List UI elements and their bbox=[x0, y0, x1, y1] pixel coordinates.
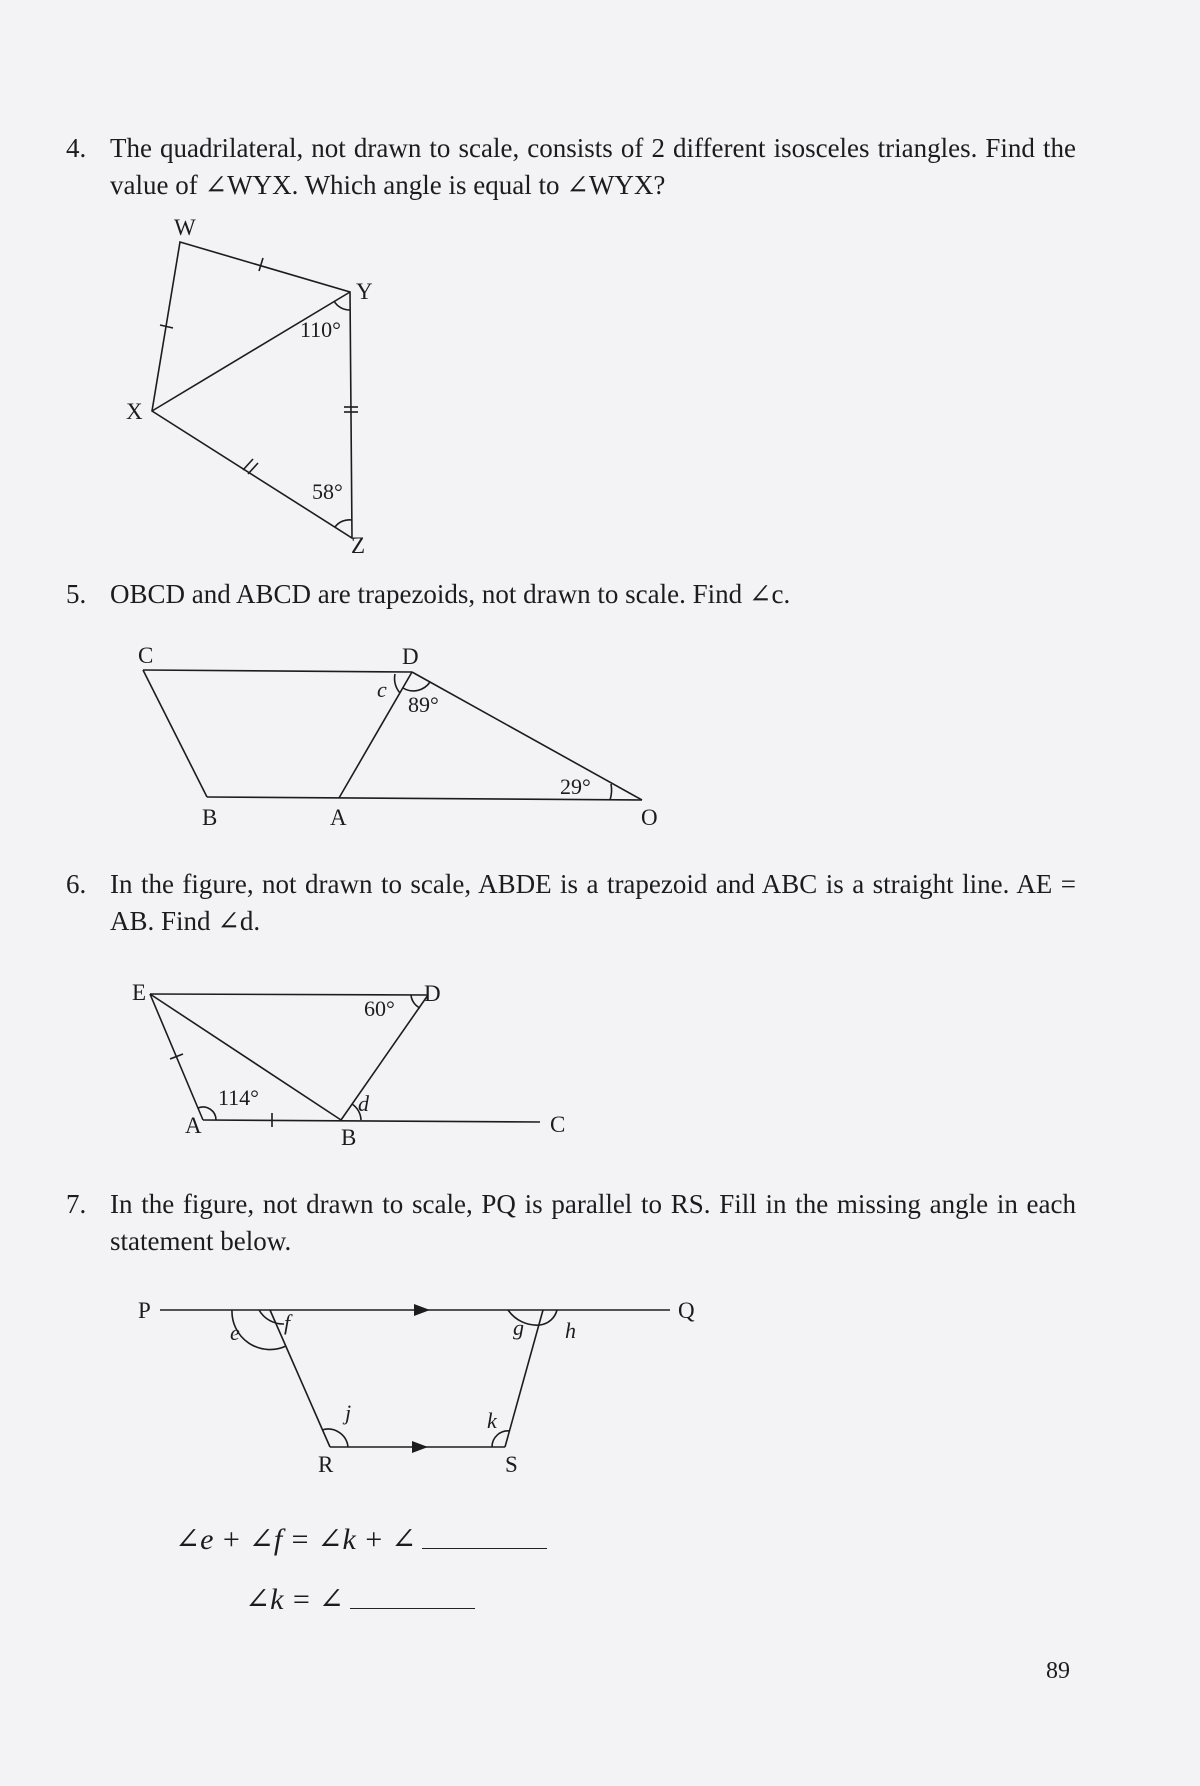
angle-arc-c bbox=[395, 674, 400, 693]
vertex-y: Y bbox=[356, 279, 373, 304]
vertex-w: W bbox=[174, 215, 196, 240]
angle-a-label: 114° bbox=[218, 1085, 259, 1110]
vertex-e: E bbox=[132, 980, 147, 1005]
page-number: 89 bbox=[1046, 1658, 1070, 1684]
answer-blank-1[interactable] bbox=[422, 1524, 547, 1549]
figure-q6 bbox=[130, 980, 580, 1150]
angle-e-var: e bbox=[230, 1320, 240, 1345]
question-7 bbox=[66, 1186, 1076, 1260]
tick-xz-1 bbox=[243, 459, 253, 470]
angle-d-label: 60° bbox=[364, 996, 395, 1021]
diagonal-xy bbox=[152, 292, 350, 411]
label-p: P bbox=[138, 1298, 151, 1323]
angle-d-label: 89° bbox=[408, 692, 439, 717]
angle-h-var: h bbox=[565, 1318, 576, 1343]
vertex-d: D bbox=[424, 981, 441, 1006]
tick-wy bbox=[259, 258, 263, 271]
question-6 bbox=[66, 866, 1076, 940]
angle-z-label: 58° bbox=[312, 479, 343, 504]
angle-arc-y bbox=[334, 301, 350, 310]
question-text: In the figure, not drawn to scale, PQ is parallel to RS. Fill in the missing angle in each statement below. bbox=[110, 1189, 1076, 1256]
question-number: 5. bbox=[66, 579, 87, 609]
angle-c-label: c bbox=[377, 677, 387, 702]
figure-q7 bbox=[130, 1290, 710, 1477]
question-text: OBCD and ABCD are trapezoids, not drawn to scale. Find ∠c. bbox=[110, 579, 791, 609]
question-5 bbox=[66, 576, 1076, 613]
vertex-o: O bbox=[641, 805, 658, 830]
statement-1-text: ∠e + ∠f = ∠k + ∠ bbox=[175, 1523, 417, 1556]
vertex-c: C bbox=[550, 1112, 566, 1137]
parallel-arrow-pq bbox=[414, 1304, 430, 1316]
figure-q4 bbox=[120, 215, 380, 560]
angle-k-var: k bbox=[487, 1408, 497, 1433]
line-ar bbox=[270, 1310, 330, 1447]
line-cb bbox=[143, 670, 207, 797]
question-number: 6. bbox=[66, 869, 87, 899]
label-r: R bbox=[318, 1452, 334, 1477]
question-text: In the figure, not drawn to scale, ABDE is a trapezoid and ABC is a straight line. AE = AB. Find ∠d. bbox=[110, 869, 1076, 936]
figure-q5 bbox=[130, 640, 670, 840]
line-do bbox=[412, 672, 642, 800]
answer-blank-2[interactable] bbox=[350, 1584, 475, 1609]
vertex-a: A bbox=[330, 805, 347, 830]
label-s: S bbox=[505, 1452, 518, 1477]
vertex-b: B bbox=[341, 1125, 357, 1150]
vertex-x: X bbox=[126, 399, 143, 424]
line-da bbox=[339, 672, 412, 798]
angle-f-var: f bbox=[284, 1310, 291, 1335]
statement-1 bbox=[175, 1522, 547, 1557]
line-ed bbox=[150, 994, 428, 995]
line-cd bbox=[143, 670, 412, 672]
tick-xz-2 bbox=[248, 463, 258, 474]
angle-d-var: d bbox=[358, 1091, 369, 1116]
angle-y-label: 110° bbox=[300, 317, 341, 342]
vertex-b: B bbox=[202, 805, 218, 830]
angle-arc-z bbox=[335, 520, 352, 527]
statement-2 bbox=[245, 1582, 475, 1617]
vertex-a: A bbox=[185, 1113, 202, 1138]
statement-2-text: ∠k = ∠ bbox=[245, 1583, 344, 1616]
parallel-arrow-rs bbox=[412, 1441, 428, 1453]
question-text: The quadrilateral, not drawn to scale, consists of 2 different isosceles triangles. Find the value of ∠WYX. Which angle is equal to ∠WYX? bbox=[110, 133, 1076, 200]
vertex-c: C bbox=[138, 643, 154, 668]
angle-g-var: g bbox=[513, 1315, 524, 1340]
angle-arc-d bbox=[411, 995, 420, 1008]
vertex-z: Z bbox=[351, 533, 366, 558]
question-number: 7. bbox=[66, 1189, 87, 1219]
line-bs bbox=[505, 1310, 543, 1447]
question-number: 4. bbox=[66, 133, 87, 163]
line-ac bbox=[203, 1120, 540, 1122]
angle-j-var: j bbox=[345, 1400, 352, 1425]
angle-arc-d bbox=[403, 682, 430, 691]
angle-o-label: 29° bbox=[560, 774, 591, 799]
angle-arc-o bbox=[610, 784, 612, 800]
label-q: Q bbox=[678, 1298, 695, 1323]
vertex-d: D bbox=[402, 644, 419, 669]
question-4 bbox=[66, 130, 1076, 204]
